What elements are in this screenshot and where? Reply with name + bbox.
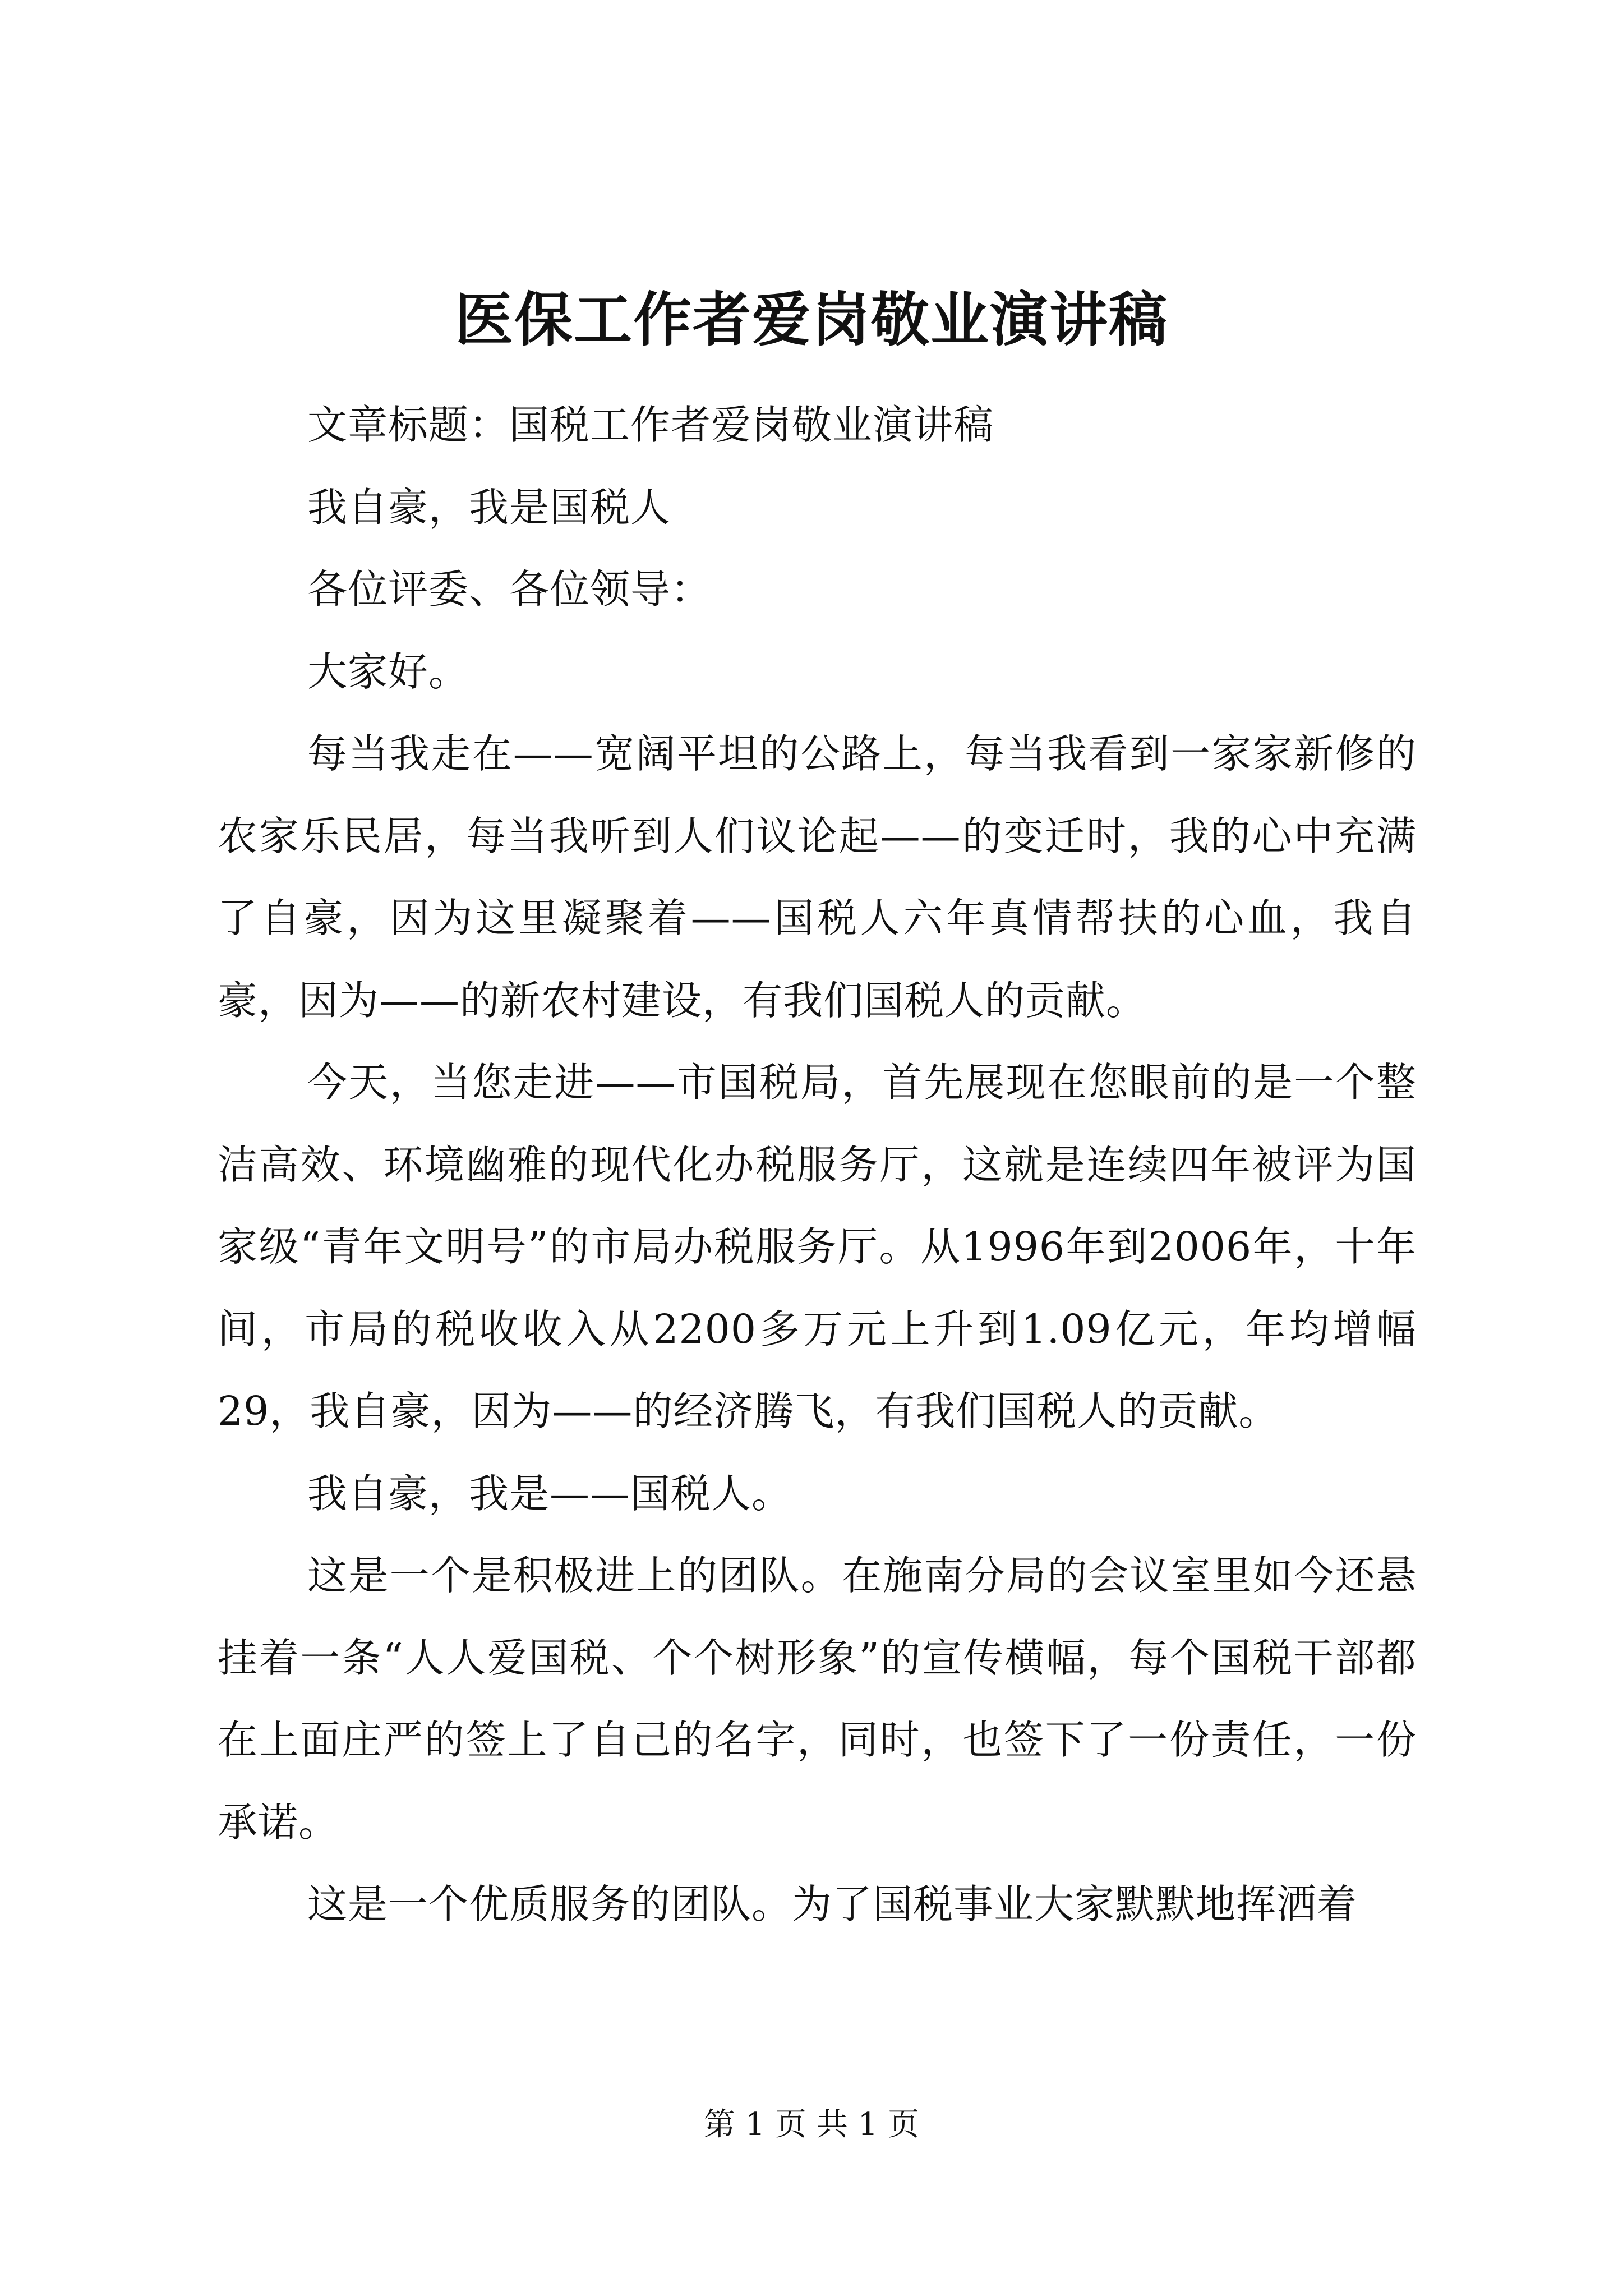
paragraph-greeting: 大家好。 <box>307 648 469 695</box>
page-number-label: 第 1 页 共 1 页 <box>703 2106 920 2143</box>
paragraph-body: 我自豪，我是——国税人。 <box>307 1470 792 1517</box>
paragraph-subtitle: 我自豪，我是国税人 <box>307 484 671 531</box>
document-body <box>218 384 1417 1946</box>
paragraph-body: 这是一个是积极进上的团队。在施南分局的会议室里如今还悬挂着一条“人人爱国税、个个树形象”的宣传横幅，每个国税干部都在上面庄严的签上了自己的名字，同时，也签下了一份责任，一份承诺。 <box>218 1552 1417 1846</box>
paragraph-body: 这是一个优质服务的团队。为了国税事业大家默默地挥洒着 <box>307 1881 1358 1927</box>
paragraph-article-title: 文章标题：国税工作者爱岗敬业演讲稿 <box>307 402 994 448</box>
paragraph-salutation: 各位评委、各位领导： <box>307 566 712 613</box>
page-footer <box>0 2102 1623 2147</box>
paragraph-body: 今天，当您走进——市国税局，首先展现在您眼前的是一个整洁高效、环境幽雅的现代化办税服务厅，这就是连续四年被评为国家级“青年文明号”的市局办税服务厅。从1996年到2006年，十年间，市局的税收收入从2200多万元上升到1.09亿元，年均增幅29，我自豪，因为——的经济腾飞，有我们国税人的贡献。 <box>218 1059 1417 1434</box>
document-title: 医保工作者爱岗敬业演讲稿 <box>454 285 1168 354</box>
paragraph-body: 每当我走在——宽阔平坦的公路上，每当我看到一家家新修的农家乐民居，每当我听到人们议论起——的变迁时，我的心中充满了自豪，因为这里凝聚着——国税人六年真情帮扶的心血，我自豪，因为——的新农村建设，有我们国税人的贡献。 <box>218 730 1417 1024</box>
